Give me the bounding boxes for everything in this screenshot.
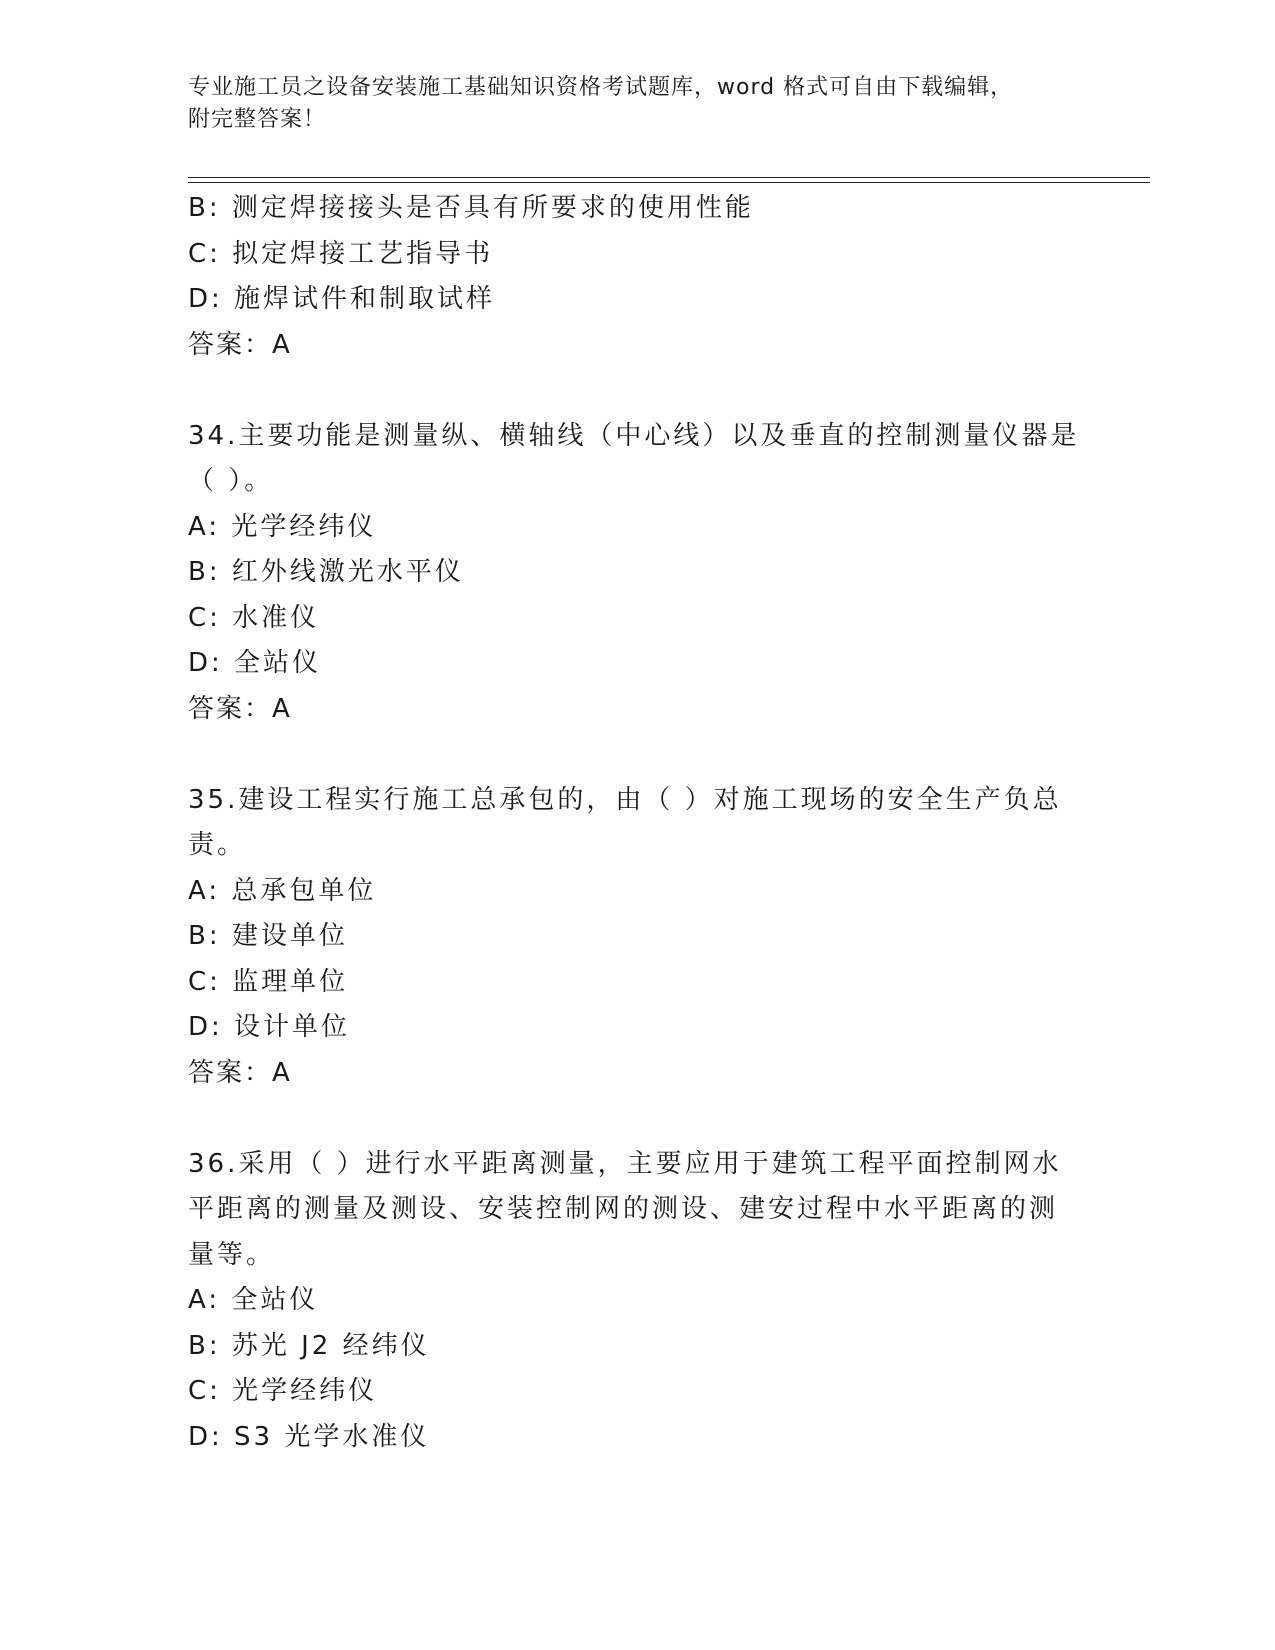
option-b: B: 苏光 J2 经纬仪 [188, 1330, 430, 1361]
option-c: C: 水准仪 [188, 602, 320, 633]
option-d: D: 施焊试件和制取试样 [188, 284, 496, 314]
question-text: 平距离的测量及测设、安装控制网的测设、建安过程中水平距离的测 [188, 1194, 1059, 1224]
option-d: D: S3 光学水准仪 [188, 1421, 430, 1452]
option-c: C: 监理单位 [188, 966, 349, 997]
header-divider-bottom [188, 182, 1150, 183]
option-d: D: 设计单位 [188, 1012, 351, 1042]
option-a: A: 全站仪 [188, 1285, 319, 1315]
question-text: 35.建设工程实行施工总承包的，由（ ）对施工现场的安全生产负总 [188, 784, 1062, 815]
spacer [188, 1096, 1088, 1142]
answer: 答案：A [188, 693, 292, 724]
question-text: 量等。 [188, 1239, 276, 1270]
option-d: D: 全站仪 [188, 648, 322, 678]
answer: 答案：A [188, 329, 292, 360]
question-36 [188, 1142, 1088, 1461]
option-a: A: 总承包单位 [188, 875, 377, 906]
question-35 [188, 778, 1088, 1097]
question-34 [188, 414, 1088, 733]
question-fragment [188, 186, 1088, 368]
question-text: 34.主要功能是测量纵、横轴线（中心线）以及垂直的控制测量仪器是 [188, 420, 1080, 451]
question-text: 36.采用（ ）进行水平距离测量，主要应用于建筑工程平面控制网水 [188, 1148, 1062, 1179]
option-b: B: 测定焊接接头是否具有所要求的使用性能 [188, 193, 754, 223]
question-list [188, 186, 1088, 1460]
document-header [188, 72, 1068, 136]
spacer [188, 732, 1088, 778]
header-divider-top [188, 177, 1150, 178]
option-b: B: 建设单位 [188, 921, 348, 951]
question-text: （ ）。 [188, 466, 274, 496]
question-text: 责。 [188, 830, 247, 860]
option-c: C: 拟定焊接工艺指导书 [188, 238, 494, 269]
header-line-2: 附完整答案！ [188, 107, 327, 132]
header-line-1: 专业施工员之设备安装施工基础知识资格考试题库，word 格式可自由下载编辑， [188, 75, 1014, 100]
answer: 答案：A [188, 1057, 292, 1088]
spacer [188, 368, 1088, 414]
option-a: A: 光学经纬仪 [188, 511, 377, 542]
option-b: B: 红外线激光水平仪 [188, 557, 464, 587]
option-c: C: 光学经纬仪 [188, 1376, 378, 1406]
